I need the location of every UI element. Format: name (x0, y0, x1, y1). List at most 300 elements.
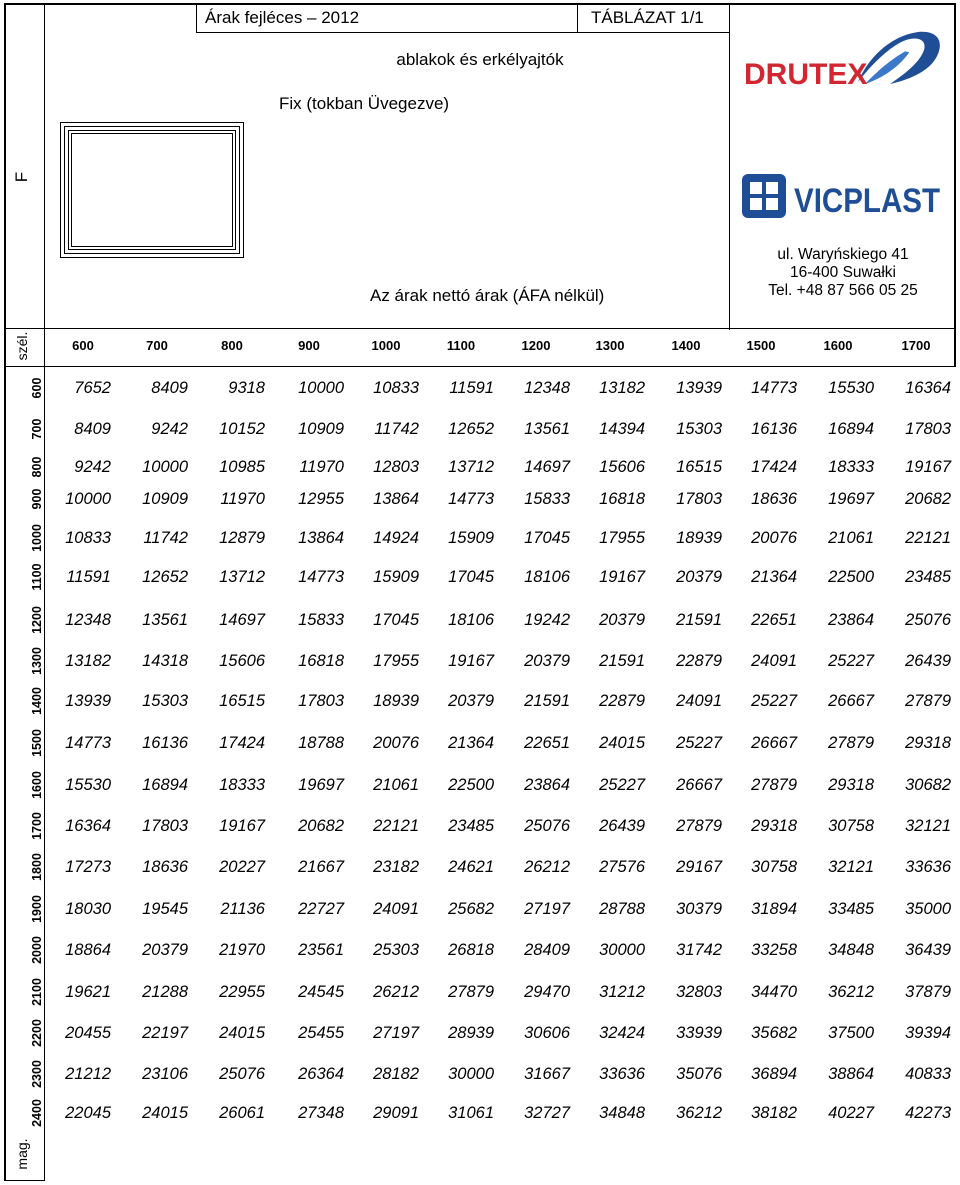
height-header-1900: 1900 (30, 895, 44, 923)
price-cell: 32121 (905, 817, 951, 835)
price-cell: 13939 (676, 379, 722, 397)
price-cell: 16364 (65, 817, 111, 835)
price-cell: 22651 (751, 611, 797, 629)
price-cell: 25227 (676, 734, 722, 752)
price-cell: 18333 (219, 776, 265, 794)
price-cell: 13561 (142, 611, 188, 629)
price-cell: 21591 (599, 652, 645, 670)
price-cell: 14697 (219, 611, 265, 629)
price-cell: 26212 (524, 858, 570, 876)
price-cell: 27197 (373, 1024, 419, 1042)
price-cell: 21212 (65, 1065, 111, 1083)
price-cell: 14773 (448, 490, 494, 508)
price-cell: 10985 (219, 458, 265, 476)
table-row (46, 642, 956, 680)
price-cell: 33485 (828, 900, 874, 918)
price-cell: 20227 (219, 858, 265, 876)
price-cell: 33939 (676, 1024, 722, 1042)
price-cell: 15606 (599, 458, 645, 476)
price-cell: 32424 (599, 1024, 645, 1042)
price-cell: 31061 (448, 1104, 494, 1122)
price-cell: 23864 (828, 611, 874, 629)
price-cell: 15303 (142, 692, 188, 710)
price-cell: 39394 (905, 1024, 951, 1042)
height-header-800: 800 (30, 456, 44, 478)
price-cell: 22727 (298, 900, 344, 918)
price-cell: 34848 (828, 941, 874, 959)
price-cell: 19621 (65, 983, 111, 1001)
height-header-1600: 1600 (30, 771, 44, 799)
price-cell: 35076 (676, 1065, 722, 1083)
price-cell: 13561 (524, 420, 570, 438)
fixed-window-icon (60, 122, 246, 260)
price-cell: 26818 (448, 941, 494, 959)
price-cell: 17045 (524, 529, 570, 547)
title-left-divider (196, 3, 197, 33)
height-header-1000: 1000 (30, 524, 44, 552)
price-cell: 25076 (905, 611, 951, 629)
price-cell: 25303 (373, 941, 419, 959)
drutex-wordmark: DRUTEX (744, 58, 868, 91)
address-phone: Tel. +48 87 566 05 25 (768, 282, 918, 299)
price-cell: 18333 (828, 458, 874, 476)
price-cell: 30000 (448, 1065, 494, 1083)
table-row (46, 766, 956, 804)
price-cell: 13182 (65, 652, 111, 670)
price-cell: 21591 (676, 611, 722, 629)
price-cell: 23561 (298, 941, 344, 959)
width-header-1600: 1600 (823, 338, 853, 353)
price-cell: 14924 (373, 529, 419, 547)
frame-top (4, 3, 956, 5)
price-cell: 36212 (676, 1104, 722, 1122)
price-cell: 16894 (142, 776, 188, 794)
price-cell: 21288 (142, 983, 188, 1001)
price-cell: 18106 (524, 568, 570, 586)
price-cell: 33636 (599, 1065, 645, 1083)
price-cell: 37500 (828, 1024, 874, 1042)
width-header-1100: 1100 (446, 338, 476, 353)
price-cell: 24621 (448, 858, 494, 876)
width-axis-label: szél. (14, 331, 30, 361)
price-cell: 16515 (219, 692, 265, 710)
price-cell: 22879 (676, 652, 722, 670)
price-cell: 14697 (524, 458, 570, 476)
table-row (46, 558, 956, 596)
price-cell: 17803 (298, 692, 344, 710)
price-cell: 16364 (905, 379, 951, 397)
height-header-600: 600 (30, 377, 44, 399)
price-cell: 32727 (524, 1104, 570, 1122)
table-row (46, 601, 956, 639)
price-cell: 24091 (751, 652, 797, 670)
price-cell: 27879 (751, 776, 797, 794)
price-cell: 21591 (524, 692, 570, 710)
price-cell: 25227 (828, 652, 874, 670)
table-row (46, 973, 956, 1011)
width-header-700: 700 (146, 338, 168, 353)
price-cell: 34848 (599, 1104, 645, 1122)
price-cell: 8409 (74, 420, 111, 438)
price-cell: 40227 (828, 1104, 874, 1122)
price-cell: 16894 (828, 420, 874, 438)
price-cell: 23864 (524, 776, 570, 794)
price-cell: 28409 (524, 941, 570, 959)
table-row (46, 931, 956, 969)
price-cell: 30379 (676, 900, 722, 918)
table-label: TÁBLÁZAT 1/1 (591, 8, 704, 27)
price-cell: 14773 (298, 568, 344, 586)
price-cell: 27879 (676, 817, 722, 835)
price-cell: 9242 (74, 458, 111, 476)
table-row (46, 480, 956, 518)
price-note: Az árak nettó árak (ÁFA nélkül) (370, 286, 605, 305)
price-cell: 22197 (142, 1024, 188, 1042)
price-cell: 25076 (219, 1065, 265, 1083)
price-cell: 29318 (751, 817, 797, 835)
price-cell: 18636 (751, 490, 797, 508)
price-cell: 15606 (219, 652, 265, 670)
price-cell: 10000 (298, 379, 344, 397)
price-cell: 7652 (74, 379, 111, 397)
price-cell: 27576 (599, 858, 645, 876)
price-cell: 24015 (142, 1104, 188, 1122)
address-street: ul. Waryńskiego 41 (777, 246, 909, 263)
price-cell: 17803 (142, 817, 188, 835)
table-row (46, 890, 956, 928)
price-cell: 12879 (219, 529, 265, 547)
price-cell: 19545 (142, 900, 188, 918)
price-cell: 30758 (751, 858, 797, 876)
price-cell: 26439 (905, 652, 951, 670)
price-cell: 15530 (828, 379, 874, 397)
address-city: 16-400 Suwałki (790, 264, 896, 281)
price-cell: 17045 (373, 611, 419, 629)
document-title: Árak fejléces – 2012 (205, 8, 360, 27)
price-cell: 21364 (448, 734, 494, 752)
price-cell: 30758 (828, 817, 874, 835)
price-cell: 40833 (905, 1065, 951, 1083)
height-header-1700: 1700 (30, 812, 44, 840)
price-cell: 11591 (449, 379, 494, 397)
price-cell: 23485 (448, 817, 494, 835)
price-cell: 18788 (298, 734, 344, 752)
height-header-1400: 1400 (30, 687, 44, 715)
price-cell: 16818 (298, 652, 344, 670)
price-cell: 12803 (373, 458, 419, 476)
table-row (46, 724, 956, 762)
table-row (46, 848, 956, 886)
price-cell: 14773 (65, 734, 111, 752)
table-row (46, 410, 956, 448)
height-header-700: 700 (30, 418, 44, 440)
price-cell: 30682 (905, 776, 951, 794)
price-cell: 19697 (828, 490, 874, 508)
drutex-logo (740, 28, 950, 103)
price-cell: 32121 (828, 858, 874, 876)
price-cell: 15833 (524, 490, 570, 508)
price-cell: 33258 (751, 941, 797, 959)
price-cell: 17803 (676, 490, 722, 508)
height-header-2100: 2100 (30, 978, 44, 1006)
price-cell: 14773 (751, 379, 797, 397)
price-cell: 19242 (524, 611, 570, 629)
price-cell: 19167 (599, 568, 645, 586)
price-cell: 12652 (142, 568, 188, 586)
price-cell: 32803 (676, 983, 722, 1001)
price-cell: 12348 (524, 379, 570, 397)
price-cell: 20682 (905, 490, 951, 508)
price-cell: 17273 (65, 858, 111, 876)
price-cell: 38864 (828, 1065, 874, 1083)
price-cell: 19167 (905, 458, 951, 476)
price-cell: 27879 (828, 734, 874, 752)
height-header-900: 900 (30, 488, 44, 510)
price-cell: 29091 (373, 1104, 419, 1122)
price-cell: 21364 (751, 568, 797, 586)
price-cell: 21061 (828, 529, 874, 547)
price-cell: 23182 (373, 858, 419, 876)
price-cell: 36439 (905, 941, 951, 959)
price-cell: 19697 (298, 776, 344, 794)
frame-left (4, 3, 6, 1181)
price-cell: 22500 (448, 776, 494, 794)
price-cell: 17045 (448, 568, 494, 586)
price-cell: 29318 (828, 776, 874, 794)
price-cell: 28939 (448, 1024, 494, 1042)
price-cell: 22651 (524, 734, 570, 752)
price-cell: 26061 (219, 1104, 265, 1122)
price-cell: 26212 (373, 983, 419, 1001)
window-type-label: Fix (tokban Üvegezve) (279, 94, 450, 113)
price-cell: 27879 (905, 692, 951, 710)
price-cell: 17955 (373, 652, 419, 670)
height-header-2200: 2200 (30, 1019, 44, 1047)
price-cell: 13182 (599, 379, 645, 397)
width-header-1200: 1200 (521, 338, 551, 353)
price-cell: 10000 (142, 458, 188, 476)
price-cell: 24015 (599, 734, 645, 752)
price-cell: 13864 (373, 490, 419, 508)
price-cell: 10833 (65, 529, 111, 547)
price-cell: 9242 (151, 420, 188, 438)
price-cell: 25455 (298, 1024, 344, 1042)
price-cell: 24091 (676, 692, 722, 710)
price-cell: 27879 (448, 983, 494, 1001)
price-cell: 9318 (228, 379, 265, 397)
price-cell: 21136 (220, 900, 265, 918)
price-cell: 13864 (298, 529, 344, 547)
table-row (46, 519, 956, 557)
price-cell: 20682 (298, 817, 344, 835)
document-subtitle: ablakok és erkélyajtók (396, 50, 564, 69)
price-cell: 23106 (142, 1065, 188, 1083)
title-mid-divider (577, 3, 578, 33)
price-cell: 18030 (65, 900, 111, 918)
price-cell: 12955 (298, 490, 344, 508)
price-cell: 15833 (298, 611, 344, 629)
price-cell: 8409 (151, 379, 188, 397)
price-cell: 14318 (142, 652, 188, 670)
price-cell: 11970 (299, 458, 344, 476)
price-cell: 20076 (751, 529, 797, 547)
price-cell: 33636 (905, 858, 951, 876)
height-header-1200: 1200 (30, 606, 44, 634)
price-cell: 20379 (676, 568, 722, 586)
price-cell: 27348 (298, 1104, 344, 1122)
price-cell: 15909 (448, 529, 494, 547)
table-row (46, 807, 956, 845)
height-header-1500: 1500 (30, 729, 44, 757)
price-cell: 22121 (905, 529, 951, 547)
price-cell: 29318 (905, 734, 951, 752)
price-cell: 24015 (219, 1024, 265, 1042)
price-cell: 23485 (905, 568, 951, 586)
price-cell: 28182 (373, 1065, 419, 1083)
price-cell: 35000 (905, 900, 951, 918)
price-cell: 25076 (524, 817, 570, 835)
width-header-1500: 1500 (746, 338, 776, 353)
price-cell: 34470 (751, 983, 797, 1001)
colhead-bottom-line (4, 366, 956, 367)
price-cell: 30000 (599, 941, 645, 959)
price-cell: 12652 (448, 420, 494, 438)
price-cell: 21970 (219, 941, 265, 959)
price-cell: 28788 (599, 900, 645, 918)
price-cell: 18864 (65, 941, 111, 959)
price-cell: 16818 (599, 490, 645, 508)
price-cell: 36212 (828, 983, 874, 1001)
price-cell: 37879 (905, 983, 951, 1001)
price-cell: 20455 (65, 1024, 111, 1042)
price-cell: 30606 (524, 1024, 570, 1042)
price-cell: 11742 (143, 529, 188, 547)
vicplast-wordmark: VICPLAST (794, 182, 941, 220)
price-cell: 10909 (142, 490, 188, 508)
price-cell: 17955 (599, 529, 645, 547)
header-bottom-line (4, 328, 956, 329)
price-cell: 10152 (219, 420, 265, 438)
price-cell: 26667 (676, 776, 722, 794)
height-header-1800: 1800 (30, 853, 44, 881)
price-cell: 25227 (599, 776, 645, 794)
price-cell: 11970 (220, 490, 265, 508)
price-cell: 19167 (219, 817, 265, 835)
table-row (46, 1094, 956, 1132)
width-header-1700: 1700 (901, 338, 931, 353)
width-header-800: 800 (221, 338, 243, 353)
title-underline (196, 32, 729, 33)
price-cell: 22500 (828, 568, 874, 586)
price-cell: 31212 (599, 983, 645, 1001)
side-label-f: F (12, 171, 31, 183)
price-cell: 29167 (676, 858, 722, 876)
table-row (46, 1055, 956, 1093)
height-header-2300: 2300 (30, 1060, 44, 1088)
price-cell: 19167 (448, 652, 494, 670)
price-cell: 16515 (676, 458, 722, 476)
height-header-1100: 1100 (30, 563, 44, 591)
price-cell: 31667 (524, 1065, 570, 1083)
price-cell: 16136 (142, 734, 188, 752)
price-cell: 20379 (448, 692, 494, 710)
price-cell: 17424 (751, 458, 797, 476)
price-cell: 17424 (219, 734, 265, 752)
price-cell: 20379 (142, 941, 188, 959)
height-axis-label: mag. (14, 1138, 30, 1170)
price-cell: 38182 (751, 1104, 797, 1122)
price-cell: 17803 (905, 420, 951, 438)
price-cell: 24545 (298, 983, 344, 1001)
price-cell: 11591 (66, 568, 111, 586)
width-header-600: 600 (72, 338, 94, 353)
table-row (46, 682, 956, 720)
table-row (46, 1014, 956, 1052)
price-cell: 26667 (828, 692, 874, 710)
price-cell: 10909 (298, 420, 344, 438)
price-cell: 16136 (751, 420, 797, 438)
vicplast-logo (742, 172, 942, 220)
price-cell: 21667 (298, 858, 344, 876)
price-cell: 29470 (524, 983, 570, 1001)
height-header-2000: 2000 (30, 936, 44, 964)
price-cell: 27197 (524, 900, 570, 918)
price-cell: 10000 (65, 490, 111, 508)
price-cell: 15909 (373, 568, 419, 586)
price-cell: 26439 (599, 817, 645, 835)
price-cell: 24091 (373, 900, 419, 918)
price-cell: 20379 (599, 611, 645, 629)
price-cell: 26364 (298, 1065, 344, 1083)
table-bottom-line (4, 1180, 45, 1181)
price-cell: 11742 (374, 420, 419, 438)
width-header-1400: 1400 (671, 338, 701, 353)
price-cell: 18636 (142, 858, 188, 876)
price-cell: 31742 (676, 941, 722, 959)
price-cell: 36894 (751, 1065, 797, 1083)
table-row (46, 369, 956, 407)
price-cell: 15530 (65, 776, 111, 794)
price-cell: 13712 (219, 568, 265, 586)
price-cell: 31894 (751, 900, 797, 918)
height-header-1300: 1300 (30, 647, 44, 675)
price-cell: 25682 (448, 900, 494, 918)
price-cell: 13939 (65, 692, 111, 710)
price-cell: 14394 (599, 420, 645, 438)
price-cell: 21061 (373, 776, 419, 794)
price-cell: 22121 (373, 817, 419, 835)
price-cell: 20076 (373, 734, 419, 752)
address-block (733, 246, 953, 300)
price-cell: 35682 (751, 1024, 797, 1042)
width-header-1300: 1300 (595, 338, 625, 353)
price-cell: 26667 (751, 734, 797, 752)
price-cell: 13712 (448, 458, 494, 476)
price-cell: 20379 (524, 652, 570, 670)
price-cell: 22045 (65, 1104, 111, 1122)
height-header-2400: 2400 (30, 1099, 44, 1127)
price-cell: 18939 (676, 529, 722, 547)
width-header-900: 900 (298, 338, 320, 353)
price-cell: 22879 (599, 692, 645, 710)
price-cell: 18106 (448, 611, 494, 629)
price-cell: 10833 (373, 379, 419, 397)
price-cell: 18939 (373, 692, 419, 710)
price-cell: 25227 (751, 692, 797, 710)
price-cell: 22955 (219, 983, 265, 1001)
width-header-1000: 1000 (371, 338, 401, 353)
price-cell: 12348 (65, 611, 111, 629)
